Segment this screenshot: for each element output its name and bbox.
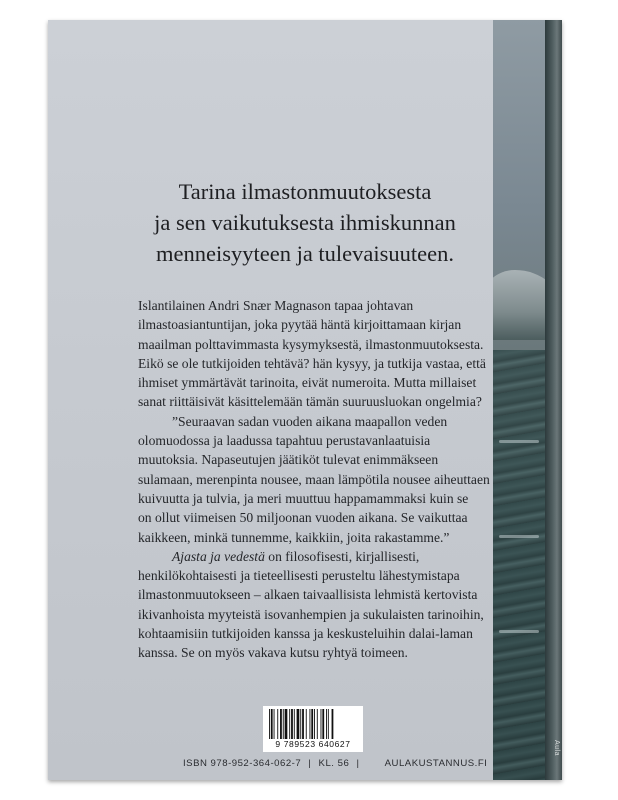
- text-line: ilmastoasiantuntijan, joka pyytää häntä kirjoittamaan kirjan: [138, 317, 462, 333]
- cover-wrap-photo: [493, 20, 545, 780]
- barcode-bar: [306, 709, 307, 739]
- barcode-bar: [283, 709, 284, 739]
- barcode: [263, 706, 363, 752]
- text-line: kanssa. Se on myös vakava kutsu ryhtyä toimeen.: [138, 645, 408, 661]
- blurb: [138, 296, 518, 663]
- barcode-bar: [280, 709, 282, 739]
- text-line: ”Seuraavan sadan vuoden aikana maapallon veden: [172, 413, 448, 429]
- tagline-line: menneisyyteen ja tulevaisuuteen.: [155, 241, 455, 266]
- mountain-image: [493, 270, 545, 340]
- barcode-bar: [328, 709, 329, 739]
- wave-foam: [499, 440, 539, 443]
- text-line: kuivuutta ja tulvia, ja meri muuttuu happamammaksi kuin se: [138, 490, 469, 506]
- barcode-number: 9 789523 640627: [275, 739, 351, 749]
- barcode-bar: [269, 709, 270, 739]
- paragraph-intro: [138, 296, 518, 412]
- tagline: [108, 176, 502, 269]
- back-cover-panel: [48, 20, 493, 780]
- text-line: kaikkeen, minkä tunnemme, kaikkiin, joita rakastamme.”: [138, 529, 450, 545]
- barcode-bar: [326, 709, 327, 739]
- barcode-bar: [291, 709, 293, 739]
- wave-foam: [499, 535, 539, 538]
- book-title-italic: Ajasta ja vedestä: [172, 548, 265, 564]
- barcode-bar: [332, 709, 334, 739]
- barcode-bars: [269, 709, 357, 739]
- barcode-bar: [274, 709, 275, 739]
- tagline-line: ja sen vaikutuksesta ihmiskunnan: [154, 210, 456, 235]
- sea-image: [493, 350, 545, 780]
- paragraph-quote: [138, 412, 518, 547]
- text-line: olomuodossa ja laadussa tapahtuu perustavanlaatuisia: [138, 433, 431, 449]
- spine-publisher-label: Aula: [553, 740, 560, 757]
- text-line: Eikö se ole tutkijoiden tehtävä? hän kysyy, ja tutkija vastaa, että: [138, 355, 486, 371]
- book-spine: [545, 20, 562, 780]
- barcode-bar: [297, 709, 300, 739]
- barcode-bar: [321, 709, 322, 739]
- text-line: kohtaamisiin tutkijoiden kanssa ja keskusteluihin dalai-laman: [138, 626, 473, 642]
- text-line: sanat riittäisivät käsittelemään tämän suuruusluokan ongelmia?: [138, 394, 482, 410]
- paragraph-summary: [138, 547, 518, 663]
- barcode-bar: [314, 709, 315, 739]
- barcode-bar: [322, 709, 324, 739]
- text-line: henkilökohtaisesti ja tieteellisesti perusteltu lähestymistapa: [138, 568, 460, 584]
- barcode-bar: [277, 709, 278, 739]
- separator: |: [308, 758, 312, 769]
- separator: |: [356, 758, 360, 769]
- text-line: Islantilainen Andri Snær Magnason tapaa johtavan: [138, 298, 414, 313]
- text-line: ikivanhoista myyteistä isovanhempien ja sukulaisten tarinoihin,: [138, 606, 484, 622]
- text-line: on ollut viimeisen 50 miljoonan vuoden aikana. Se vaikuttaa: [138, 510, 468, 526]
- isbn-label: ISBN 978-952-364-062-7: [183, 758, 302, 769]
- barcode-bar: [289, 709, 290, 739]
- barcode-bar: [317, 709, 318, 739]
- text-line: ilmastonmuutokseen – alkaen taivaallisista lehmistä kertovista: [138, 587, 478, 603]
- barcode-bar: [294, 709, 295, 739]
- book-back-cover: [48, 20, 562, 780]
- text-line: sulamaan, merenpinta nousee, maan lämpötila nousee aiheuttaen: [138, 471, 490, 487]
- text-line: [138, 547, 518, 566]
- text-line: muutoksia. Napaseutujen jäätiköt tulevat enimmäkseen: [138, 452, 439, 468]
- library-class: KL. 56: [318, 758, 350, 769]
- wave-foam: [499, 630, 539, 633]
- text-line: ihmiset ymmärtävät tarinoita, eivät numeroita. Mutta millaiset: [138, 375, 477, 391]
- barcode-bar: [271, 709, 273, 739]
- barcode-bar: [309, 709, 310, 739]
- tagline-line: Tarina ilmastonmuutoksesta: [178, 179, 432, 204]
- barcode-bar: [311, 709, 313, 739]
- publisher-website: AULAKUSTANNUS.FI: [384, 758, 488, 769]
- text-line: maailman polttavimmasta kysymyksestä, ilmastonmuutoksesta.: [138, 336, 484, 352]
- text-fragment: on filosofisesti, kirjallisesti,: [264, 548, 420, 564]
- barcode-bar: [302, 709, 304, 739]
- barcode-bar: [300, 709, 301, 739]
- barcode-bar: [285, 709, 288, 739]
